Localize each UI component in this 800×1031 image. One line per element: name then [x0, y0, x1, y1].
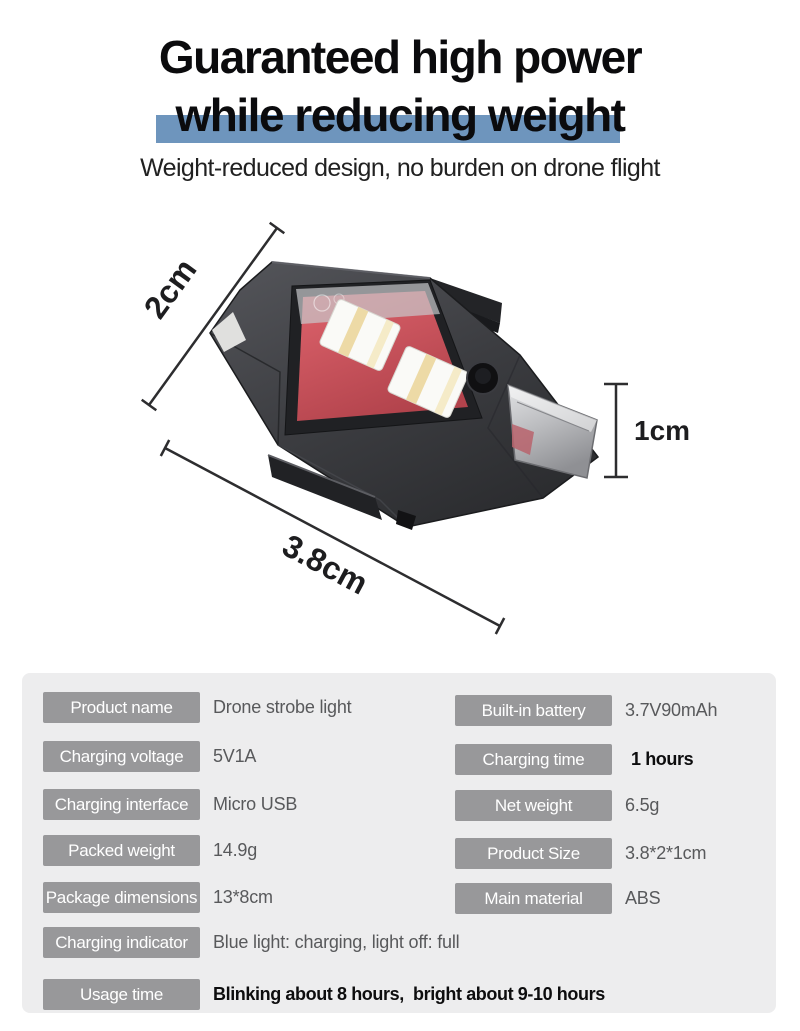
page-title-line1: Guaranteed high power: [158, 31, 642, 83]
spec-row-package-dimensions: [43, 882, 273, 913]
spec-label: Built-in battery: [455, 695, 612, 726]
spec-label: Net weight: [455, 790, 612, 821]
spec-row-charging-time: [455, 744, 693, 775]
dimension-label-height: 1cm: [634, 415, 691, 446]
spec-label: Charging interface: [43, 789, 200, 820]
spec-value: 3.7V90mAh: [625, 700, 718, 720]
spec-value: 14.9g: [213, 840, 258, 860]
spec-panel: [22, 673, 776, 1013]
spec-value: ABS: [625, 888, 661, 908]
spec-row-charging-interface: [43, 789, 297, 820]
product-photo: [0, 200, 800, 640]
spec-row-built-in-battery: [455, 695, 717, 726]
spec-value: 1 hours: [631, 749, 694, 769]
spec-label: Main material: [455, 883, 612, 914]
dimension-line-height: [604, 384, 628, 477]
strobe-light-device: [210, 262, 598, 530]
spec-row-product-size: [455, 838, 706, 869]
spec-value: 13*8cm: [213, 887, 273, 907]
spec-value: 6.5g: [625, 795, 660, 815]
spec-label: Packed weight: [43, 835, 200, 866]
dimension-label-width: 2cm: [136, 252, 204, 326]
spec-value: Blinking about 8 hours, bright about 9-10 hours: [213, 984, 605, 1004]
page-subtitle: Weight-reduced design, no burden on drone flight: [140, 154, 660, 182]
spec-label: Package dimensions: [43, 882, 200, 913]
spec-value: 5V1A: [213, 746, 257, 766]
spec-label: Usage time: [43, 979, 200, 1010]
spec-row-packed-weight: [43, 835, 257, 866]
spec-row-net-weight: [455, 790, 659, 821]
spec-label: Product name: [43, 692, 200, 723]
power-button: [467, 362, 499, 394]
product-figure: [0, 200, 800, 640]
spec-value: Drone strobe light: [213, 697, 352, 717]
spec-label: Charging time: [455, 744, 612, 775]
spec-row-usage-time: [43, 979, 605, 1010]
spec-label: Charging indicator: [43, 927, 200, 958]
spec-row-charging-indicator: [43, 927, 459, 958]
spec-label: Charging voltage: [43, 741, 200, 772]
spec-value: 3.8*2*1cm: [625, 843, 707, 863]
dimension-label-length: 3.8cm: [276, 527, 374, 602]
spec-label: Product Size: [455, 838, 612, 869]
page-title-line2: while reducing weight: [175, 89, 625, 141]
spec-row-main-material: [455, 883, 660, 914]
spec-row-product-name: [43, 692, 351, 723]
spec-value: Blue light: charging, light off: full: [213, 932, 460, 952]
spec-value: Micro USB: [213, 794, 298, 814]
spec-row-charging-voltage: [43, 741, 256, 772]
